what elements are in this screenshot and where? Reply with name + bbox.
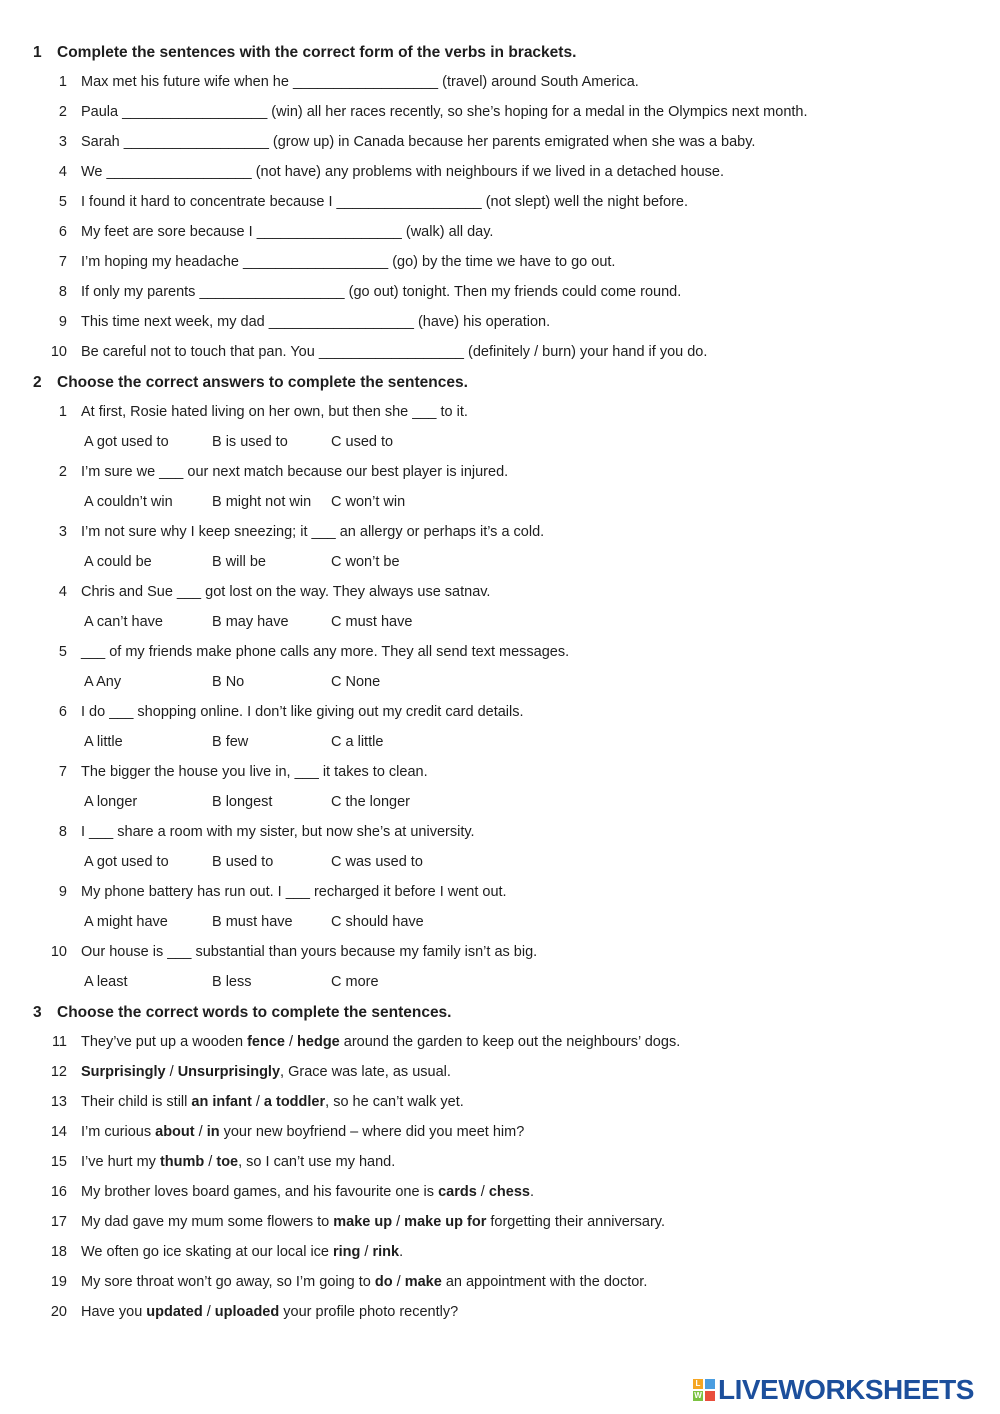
question-text bbox=[81, 1242, 403, 1262]
option-a[interactable]: A can’t have bbox=[84, 614, 163, 630]
question-number: 2 bbox=[58, 104, 67, 120]
question-text bbox=[81, 1212, 665, 1232]
option-a[interactable]: A might have bbox=[84, 914, 168, 930]
question-text bbox=[81, 1062, 451, 1082]
logo-mark-letter: W bbox=[694, 1391, 702, 1400]
word-option-1[interactable]: updated bbox=[146, 1304, 203, 1320]
question-number: 12 bbox=[50, 1064, 67, 1080]
question-number: 4 bbox=[58, 584, 67, 600]
option-b[interactable]: B will be bbox=[212, 554, 266, 570]
section-3-heading bbox=[33, 1003, 452, 1023]
question-text: If only my parents __________________ (go out) tonight. Then my friends could come round. bbox=[81, 284, 682, 300]
option-c[interactable]: C the longer bbox=[331, 794, 410, 810]
question-number: 4 bbox=[58, 164, 67, 180]
text-after: . bbox=[399, 1244, 404, 1260]
question-text bbox=[81, 1032, 680, 1052]
text-before: Have you bbox=[81, 1304, 147, 1320]
question-text bbox=[81, 1302, 458, 1322]
option-a[interactable]: A couldn’t win bbox=[84, 494, 173, 510]
option-b[interactable]: B No bbox=[212, 674, 245, 690]
option-separator: / bbox=[360, 1244, 373, 1260]
text-before: They’ve put up a wooden bbox=[81, 1034, 248, 1050]
question-text: Sarah __________________ (grow up) in Canada because her parents emigrated when she was a baby. bbox=[81, 134, 756, 150]
option-b[interactable]: B might not win bbox=[212, 494, 312, 510]
text-before: My brother loves board games, and his favourite one is bbox=[81, 1184, 439, 1200]
question-text: Paula __________________ (win) all her races recently, so she’s hoping for a medal in the Olympics next month. bbox=[81, 104, 808, 120]
option-separator: / bbox=[202, 1304, 215, 1320]
section-title: Choose the correct answers to complete the sentences. bbox=[57, 374, 468, 391]
text-before: Their child is still bbox=[81, 1094, 192, 1110]
option-separator: / bbox=[476, 1184, 489, 1200]
question-number: 1 bbox=[58, 74, 67, 90]
question-text: Be careful not to touch that pan. You __________________ (definitely / burn) your hand if you do. bbox=[81, 344, 708, 360]
option-a[interactable]: A got used to bbox=[84, 854, 169, 870]
question-text: My phone battery has run out. I ___ recharged it before I went out. bbox=[81, 884, 507, 900]
text-after: forgetting their anniversary. bbox=[486, 1214, 666, 1230]
text-after: . bbox=[529, 1184, 535, 1200]
question-text bbox=[81, 1122, 524, 1142]
question-text: I’m sure we ___ our next match because our best player is injured. bbox=[81, 464, 509, 480]
word-option-1[interactable]: do bbox=[374, 1274, 393, 1290]
question-number: 17 bbox=[50, 1214, 67, 1230]
question-number: 16 bbox=[50, 1184, 67, 1200]
question-number: 7 bbox=[58, 254, 67, 270]
text-after: , so he can’t walk yet. bbox=[325, 1094, 464, 1110]
question-number: 3 bbox=[58, 134, 67, 150]
option-a[interactable]: A least bbox=[84, 974, 128, 990]
question-text: At first, Rosie hated living on her own, but then she ___ to it. bbox=[81, 404, 468, 420]
option-a[interactable]: A Any bbox=[84, 674, 122, 690]
word-option-2[interactable]: make bbox=[404, 1274, 442, 1290]
text-after: , Grace was late, as usual. bbox=[280, 1064, 451, 1080]
option-separator: / bbox=[392, 1214, 405, 1230]
liveworksheets-logo[interactable] bbox=[693, 1375, 974, 1405]
question-number: 9 bbox=[58, 884, 67, 900]
question-text: I ___ share a room with my sister, but now she’s at university. bbox=[81, 824, 475, 840]
question-number: 8 bbox=[58, 284, 67, 300]
word-option-1[interactable]: an infant bbox=[191, 1094, 252, 1110]
logo-text: LIVEWORKSHEETS bbox=[718, 1374, 974, 1405]
word-option-2[interactable]: rink bbox=[372, 1244, 400, 1260]
option-c[interactable]: C won’t win bbox=[331, 494, 406, 510]
question-number: 19 bbox=[50, 1274, 67, 1290]
word-option-1[interactable]: make up bbox=[333, 1214, 393, 1230]
word-option-1[interactable]: ring bbox=[333, 1244, 361, 1260]
question-number: 3 bbox=[58, 524, 67, 540]
option-a[interactable]: A little bbox=[84, 734, 123, 750]
text-after: an appointment with the doctor. bbox=[441, 1274, 648, 1290]
word-option-1[interactable]: about bbox=[155, 1124, 195, 1140]
question-number: 18 bbox=[50, 1244, 67, 1260]
option-separator: / bbox=[251, 1094, 264, 1110]
text-before: I’ve hurt my bbox=[81, 1154, 160, 1170]
question-text bbox=[81, 1272, 647, 1292]
option-c[interactable]: C must have bbox=[331, 614, 413, 630]
option-separator: / bbox=[204, 1154, 217, 1170]
question-number: 10 bbox=[50, 944, 67, 960]
option-c[interactable]: C None bbox=[331, 674, 381, 690]
text-after: , so I can’t use my hand. bbox=[238, 1154, 396, 1170]
option-b[interactable]: B may have bbox=[212, 614, 289, 630]
word-option-1[interactable]: cards bbox=[438, 1184, 477, 1200]
option-b[interactable]: B is used to bbox=[212, 434, 288, 450]
question-text: Max met his future wife when he __________________ (travel) around South America. bbox=[81, 74, 639, 90]
question-text bbox=[81, 1152, 395, 1172]
word-option-2[interactable]: in bbox=[206, 1124, 220, 1140]
option-b[interactable]: B less bbox=[212, 974, 252, 990]
option-b[interactable]: B few bbox=[212, 734, 249, 750]
question-number: 6 bbox=[58, 704, 67, 720]
word-option-2[interactable]: hedge bbox=[297, 1034, 340, 1050]
word-option-2[interactable]: chess bbox=[488, 1184, 530, 1200]
option-a[interactable]: A longer bbox=[84, 794, 138, 810]
logo-mark-block bbox=[705, 1379, 715, 1389]
option-a[interactable]: A could be bbox=[84, 554, 152, 570]
section-1-heading bbox=[33, 43, 576, 63]
text-before: My dad gave my mum some flowers to bbox=[81, 1214, 334, 1230]
question-number: 15 bbox=[50, 1154, 67, 1170]
logo-mark-icon bbox=[693, 1379, 715, 1401]
option-separator: / bbox=[392, 1274, 405, 1290]
question-number: 20 bbox=[50, 1304, 67, 1320]
section-title: Choose the correct words to complete the sentences. bbox=[57, 1004, 452, 1021]
text-after: around the garden to keep out the neighbours’ dogs. bbox=[339, 1034, 681, 1050]
logo-mark-letter: L bbox=[693, 1379, 703, 1389]
question-text: We __________________ (not have) any problems with neighbours if we lived in a detached house. bbox=[81, 164, 725, 180]
option-separator: / bbox=[165, 1064, 178, 1080]
question-text: Our house is ___ substantial than yours because my family isn’t as big. bbox=[81, 944, 538, 960]
logo-mark-block bbox=[705, 1391, 715, 1401]
question-text: Chris and Sue ___ got lost on the way. They always use satnav. bbox=[81, 584, 491, 600]
question-number: 6 bbox=[58, 224, 67, 240]
question-number: 5 bbox=[58, 194, 67, 210]
option-b[interactable]: B longest bbox=[212, 794, 273, 810]
question-text: This time next week, my dad __________________ (have) his operation. bbox=[81, 314, 551, 330]
question-text: I’m hoping my headache __________________ (go) by the time we have to go out. bbox=[81, 254, 616, 270]
question-text bbox=[81, 1182, 534, 1202]
text-before: My sore throat won’t go away, so I’m going to bbox=[81, 1274, 375, 1290]
word-option-1[interactable]: fence bbox=[247, 1034, 285, 1050]
text-after: your profile photo recently? bbox=[279, 1304, 459, 1320]
question-text: I do ___ shopping online. I don’t like giving out my credit card details. bbox=[81, 704, 524, 720]
word-option-2[interactable]: toe bbox=[216, 1154, 239, 1170]
question-number: 8 bbox=[58, 824, 67, 840]
question-number: 14 bbox=[50, 1124, 67, 1140]
question-number: 13 bbox=[50, 1094, 67, 1110]
text-after: your new boyfriend – where did you meet him? bbox=[219, 1124, 525, 1140]
question-number: 7 bbox=[58, 764, 67, 780]
question-text: I’m not sure why I keep sneezing; it ___ an allergy or perhaps it’s a cold. bbox=[81, 524, 545, 540]
question-text: The bigger the house you live in, ___ it takes to clean. bbox=[81, 764, 428, 780]
section-2-heading bbox=[33, 373, 468, 393]
word-option-2[interactable]: Unsurprisingly bbox=[177, 1064, 281, 1080]
question-text: ___ of my friends make phone calls any more. They all send text messages. bbox=[81, 644, 570, 660]
option-a[interactable]: A got used to bbox=[84, 434, 169, 450]
question-text: I found it hard to concentrate because I __________________ (not slept) well the night before. bbox=[81, 194, 689, 210]
question-number: 10 bbox=[50, 344, 67, 360]
word-option-2[interactable]: a toddler bbox=[263, 1094, 326, 1110]
word-option-1[interactable]: Surprisingly bbox=[81, 1064, 166, 1080]
option-b[interactable]: B must have bbox=[212, 914, 293, 930]
word-option-2[interactable]: make up for bbox=[404, 1214, 487, 1230]
option-b[interactable]: B used to bbox=[212, 854, 274, 870]
option-c[interactable]: C won’t be bbox=[331, 554, 400, 570]
question-text: My feet are sore because I __________________ (walk) all day. bbox=[81, 224, 494, 240]
section-title: Complete the sentences with the correct form of the verbs in brackets. bbox=[57, 44, 577, 61]
section-number: 2 bbox=[33, 374, 42, 391]
question-number: 5 bbox=[58, 644, 67, 660]
question-text bbox=[81, 1092, 464, 1112]
text-before: We often go ice skating at our local ice bbox=[81, 1244, 334, 1260]
question-number: 1 bbox=[58, 404, 67, 420]
word-option-2[interactable]: uploaded bbox=[214, 1304, 280, 1320]
question-number: 9 bbox=[58, 314, 67, 330]
text-before: I’m curious bbox=[81, 1124, 156, 1140]
option-c[interactable]: C a little bbox=[331, 734, 384, 750]
word-option-1[interactable]: thumb bbox=[159, 1154, 205, 1170]
option-c[interactable]: C used to bbox=[331, 434, 394, 450]
option-separator: / bbox=[284, 1034, 298, 1050]
section-number: 1 bbox=[33, 44, 42, 61]
question-number: 11 bbox=[51, 1034, 67, 1050]
option-c[interactable]: C more bbox=[331, 974, 379, 990]
section-number: 3 bbox=[33, 1004, 42, 1021]
option-separator: / bbox=[194, 1124, 207, 1140]
option-c[interactable]: C should have bbox=[331, 914, 424, 930]
question-number: 2 bbox=[58, 464, 67, 480]
option-c[interactable]: C was used to bbox=[331, 854, 423, 870]
